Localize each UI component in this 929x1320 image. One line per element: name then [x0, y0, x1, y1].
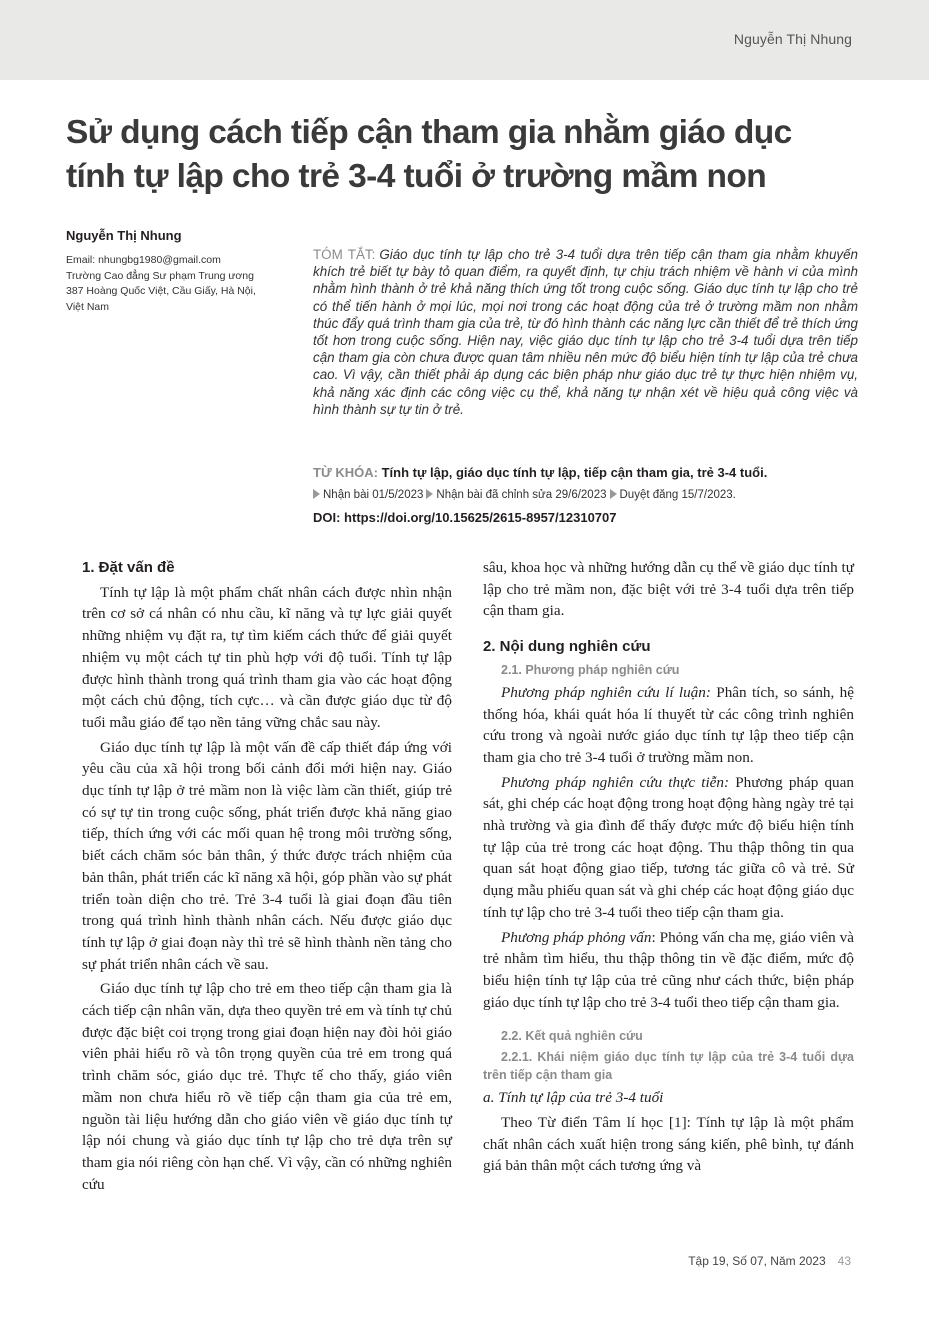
arrow-right-icon	[426, 489, 433, 499]
paragraph: sâu, khoa học và những hướng dẫn cụ thể về giáo dục tính tự lập cho trẻ mầm non, đặc biệt với trẻ 3-4 tuổi dựa trên tiếp cận tham gia.	[483, 559, 854, 620]
doi-link[interactable]: DOI: https://doi.org/10.15625/2615-8957/12310707	[313, 510, 617, 525]
arrow-right-icon	[313, 489, 320, 499]
abstract-text: Giáo dục tính tự lập cho trẻ 3-4 tuổi dựa trên tiếp cận tham gia nhằm khuyến khích trẻ biết tự bày tỏ quan điểm, ra quyết định, tự chịu trách nhiệm về hành vi của mình nhằm hình thành ở trẻ khả năng thích ứng tốt trong cuộc sống. Giáo dục tính tự lập cho trẻ có thể tiến hành ở mọi lúc, mọi nơi trong các hoạt động của trẻ ở trường mầm non nhằm thúc đẩy quá trình tham gia của trẻ, từ đó hình thành các năng lực cần thiết để trẻ thích ứng tốt hơn trong cuộc sống. Hiện nay, việc giáo dục tính tự lập cho trẻ 3-4 tuổi dựa trên tiếp cận tham gia còn chưa được quan tâm nhiều nên mức độ biểu hiện tính tự lập của trẻ chưa cao. Vì vậy, cần thiết phải áp dụng các biện pháp như giáo dục trẻ tự thực hiện nhiệm vụ, khả năng xác định các công việc cụ thể, khả năng tự nhận xét về hiệu quả công việc và hình thành sự tự tin ở trẻ.	[313, 247, 858, 417]
paragraph: Phương pháp nghiên cứu lí luận: Phân tích, so sánh, hệ thống hóa, khái quát hóa lí thuyết từ các công trình nghiên cứu trong và ngoài nước giáo dục tính tự lập theo tiếp cận tham gia cho trẻ 3-4 tuổi ở trường mầm non.	[483, 683, 854, 766]
paragraph: Phương pháp nghiên cứu thực tiễn: Phương pháp quan sát, ghi chép các hoạt động trong hoạt động hàng ngày trẻ tại nhà trường và gia đình để thấy được mức độ biểu hiện tính tự lập của trẻ trong các hoạt động. Thu thập thông tin qua quan sát hoạt động giao tiếp, tương tác giữa cô và trẻ. Sử dụng mẫu phiếu quan sát và ghi chép các hoạt động giáo dục tính tự lập cho trẻ 3-4 tuổi theo tiếp cận tham gia.	[483, 773, 854, 921]
title-line-2: tính tự lập cho trẻ 3-4 tuổi ở trường mầm non	[66, 158, 767, 195]
author-block	[66, 228, 296, 315]
running-head: Nguyễn Thị Nhung	[733, 31, 852, 47]
article-title	[66, 111, 826, 199]
paragraph: Theo Từ điển Tâm lí học [1]: Tính tự lập là một phẩm chất nhân cách xuất hiện trong sáng kiến, phê bình, tự đánh giá bản thân một cách tương ứng và	[483, 1114, 854, 1175]
keywords	[313, 465, 858, 480]
method-label: Phương pháp nghiên cứu thực tiễn:	[501, 773, 730, 791]
subsection-heading: 2.2. Kết quả nghiên cứu	[501, 1029, 643, 1044]
date-received: Nhận bài 01/5/2023	[323, 489, 424, 501]
author-info	[66, 253, 296, 315]
method-label: Phương pháp phỏng vấn	[501, 928, 652, 946]
keywords-label: TỪ KHÓA:	[313, 465, 378, 480]
section-2-heading: 2. Nội dung nghiên cứu	[483, 638, 651, 656]
paragraph: Tính tự lập là một phẩm chất nhân cách được nhìn nhận trên cơ sở cá nhân có nhu cầu, kĩ năng và tự lực giải quyết những nhiệm vụ đặt ra, tự tìm kiếm cách thức để giải quyết nhiệm vụ một cách tự tin phù hợp với độ tuổi. Tính tự lập được hình thành trong quá trình tham gia vào các hoạt động một cách chủ động, tích cực… và cần được giáo dục từ độ tuổi mẫu giáo để tạo nền tảng vững chắc sau này.	[82, 583, 452, 731]
subsection-a-heading: a. Tính tự lập của trẻ 3-4 tuổi	[483, 1089, 664, 1107]
issue-info: Tập 19, Số 07, Năm 2023	[688, 1254, 826, 1268]
method-label: Phương pháp nghiên cứu lí luận:	[501, 683, 711, 701]
right-column	[483, 557, 854, 1180]
abstract	[313, 246, 858, 418]
author-affiliation-1: Trường Cao đẳng Sư phạm Trung ương	[66, 269, 254, 282]
title-line-1: Sử dụng cách tiếp cận tham gia nhằm giáo dục	[66, 114, 792, 151]
keywords-text: Tính tự lập, giáo dục tính tự lập, tiếp cận tham gia, trẻ 3-4 tuổi.	[381, 465, 768, 480]
paragraph: Giáo dục tính tự lập cho trẻ em theo tiếp cận tham gia là cách tiếp cận nhân văn, dựa theo quyền trẻ em và tính tự chủ được đặc biệt coi trọng trong giai đoạn hiện nay đòi hỏi giáo viên phải hiểu rõ và tôn trọng quyền của trẻ em trong quá trình chăm sóc, giáo dục trẻ. Thực tế cho thấy, giáo viên mầm non chưa hiểu rõ về tiếp cận tham gia của trẻ em, nguồn tài liệu hướng dẫn cho giáo viên về giáo dục tính tự lập nói chung và giáo dục tính tự lập cho trẻ dựa trên sự tham gia nói riêng còn hạn chế. Vì vậy, cần có những nghiên cứu	[82, 980, 452, 1193]
paragraph: Phương pháp phỏng vấn: Phỏng vấn cha mẹ, giáo viên và trẻ nhằm tìm hiểu, thu thập thông tin về đặc điểm, mức độ biểu hiện tính tự lập của trẻ cũng như cách thức, biện pháp giáo dục tính tự lập cho trẻ 3-4 tuổi theo tiếp cận tham gia.	[483, 928, 854, 1011]
author-email: Email: nhungbg1980@gmail.com	[66, 254, 221, 266]
abstract-label: TÓM TẮT:	[313, 247, 376, 262]
publication-dates	[313, 489, 858, 501]
page-number: 43	[837, 1254, 851, 1268]
date-accepted: Duyệt đăng 15/7/2023.	[619, 489, 736, 501]
section-1-heading: 1. Đặt vấn đề	[82, 559, 175, 576]
author-affiliation-2: 387 Hoàng Quốc Việt, Cầu Giấy, Hà Nội,	[66, 285, 256, 297]
left-column	[82, 557, 452, 1198]
paragraph: Giáo dục tính tự lập là một vấn đề cấp thiết đáp ứng với yêu cầu của xã hội trong bối cảnh đổi mới hiện nay. Giáo dục tính tự lập ở trẻ mầm non là việc làm cần thiết, giúp trẻ có sự tự tin trong cuộc sống, phát triển được khả năng giao tiếp, thích ứng với các mối quan hệ trong môi trường sống, biết cách chăm sóc bản thân, ý thức được trách nhiệm của bản thân, phát triển các kĩ năng xã hội, góp phần vào sự phát triển toàn diện cho trẻ. Trẻ 3-4 tuổi là giai đoạn đầu tiên trong quá trình hình thành nhân cách. Nếu được giáo dục tính tự lập ở giai đoạn này thì trẻ sẽ hình thành nền tảng cho sự phát triển nhân cách về sau.	[82, 738, 452, 973]
author-affiliation-3: Việt Nam	[66, 300, 109, 313]
arrow-right-icon	[610, 489, 617, 499]
subsubsection-heading: 2.2.1. Khái niệm giáo dục tính tự lập của trẻ 3-4 tuổi dựa trên tiếp cận tham gia	[483, 1050, 854, 1083]
author-name: Nguyễn Thị Nhung	[66, 228, 182, 243]
date-revised: Nhận bài đã chỉnh sửa 29/6/2023	[436, 489, 607, 501]
page-footer	[688, 1254, 851, 1268]
subsection-heading: 2.1. Phương pháp nghiên cứu	[501, 662, 680, 677]
